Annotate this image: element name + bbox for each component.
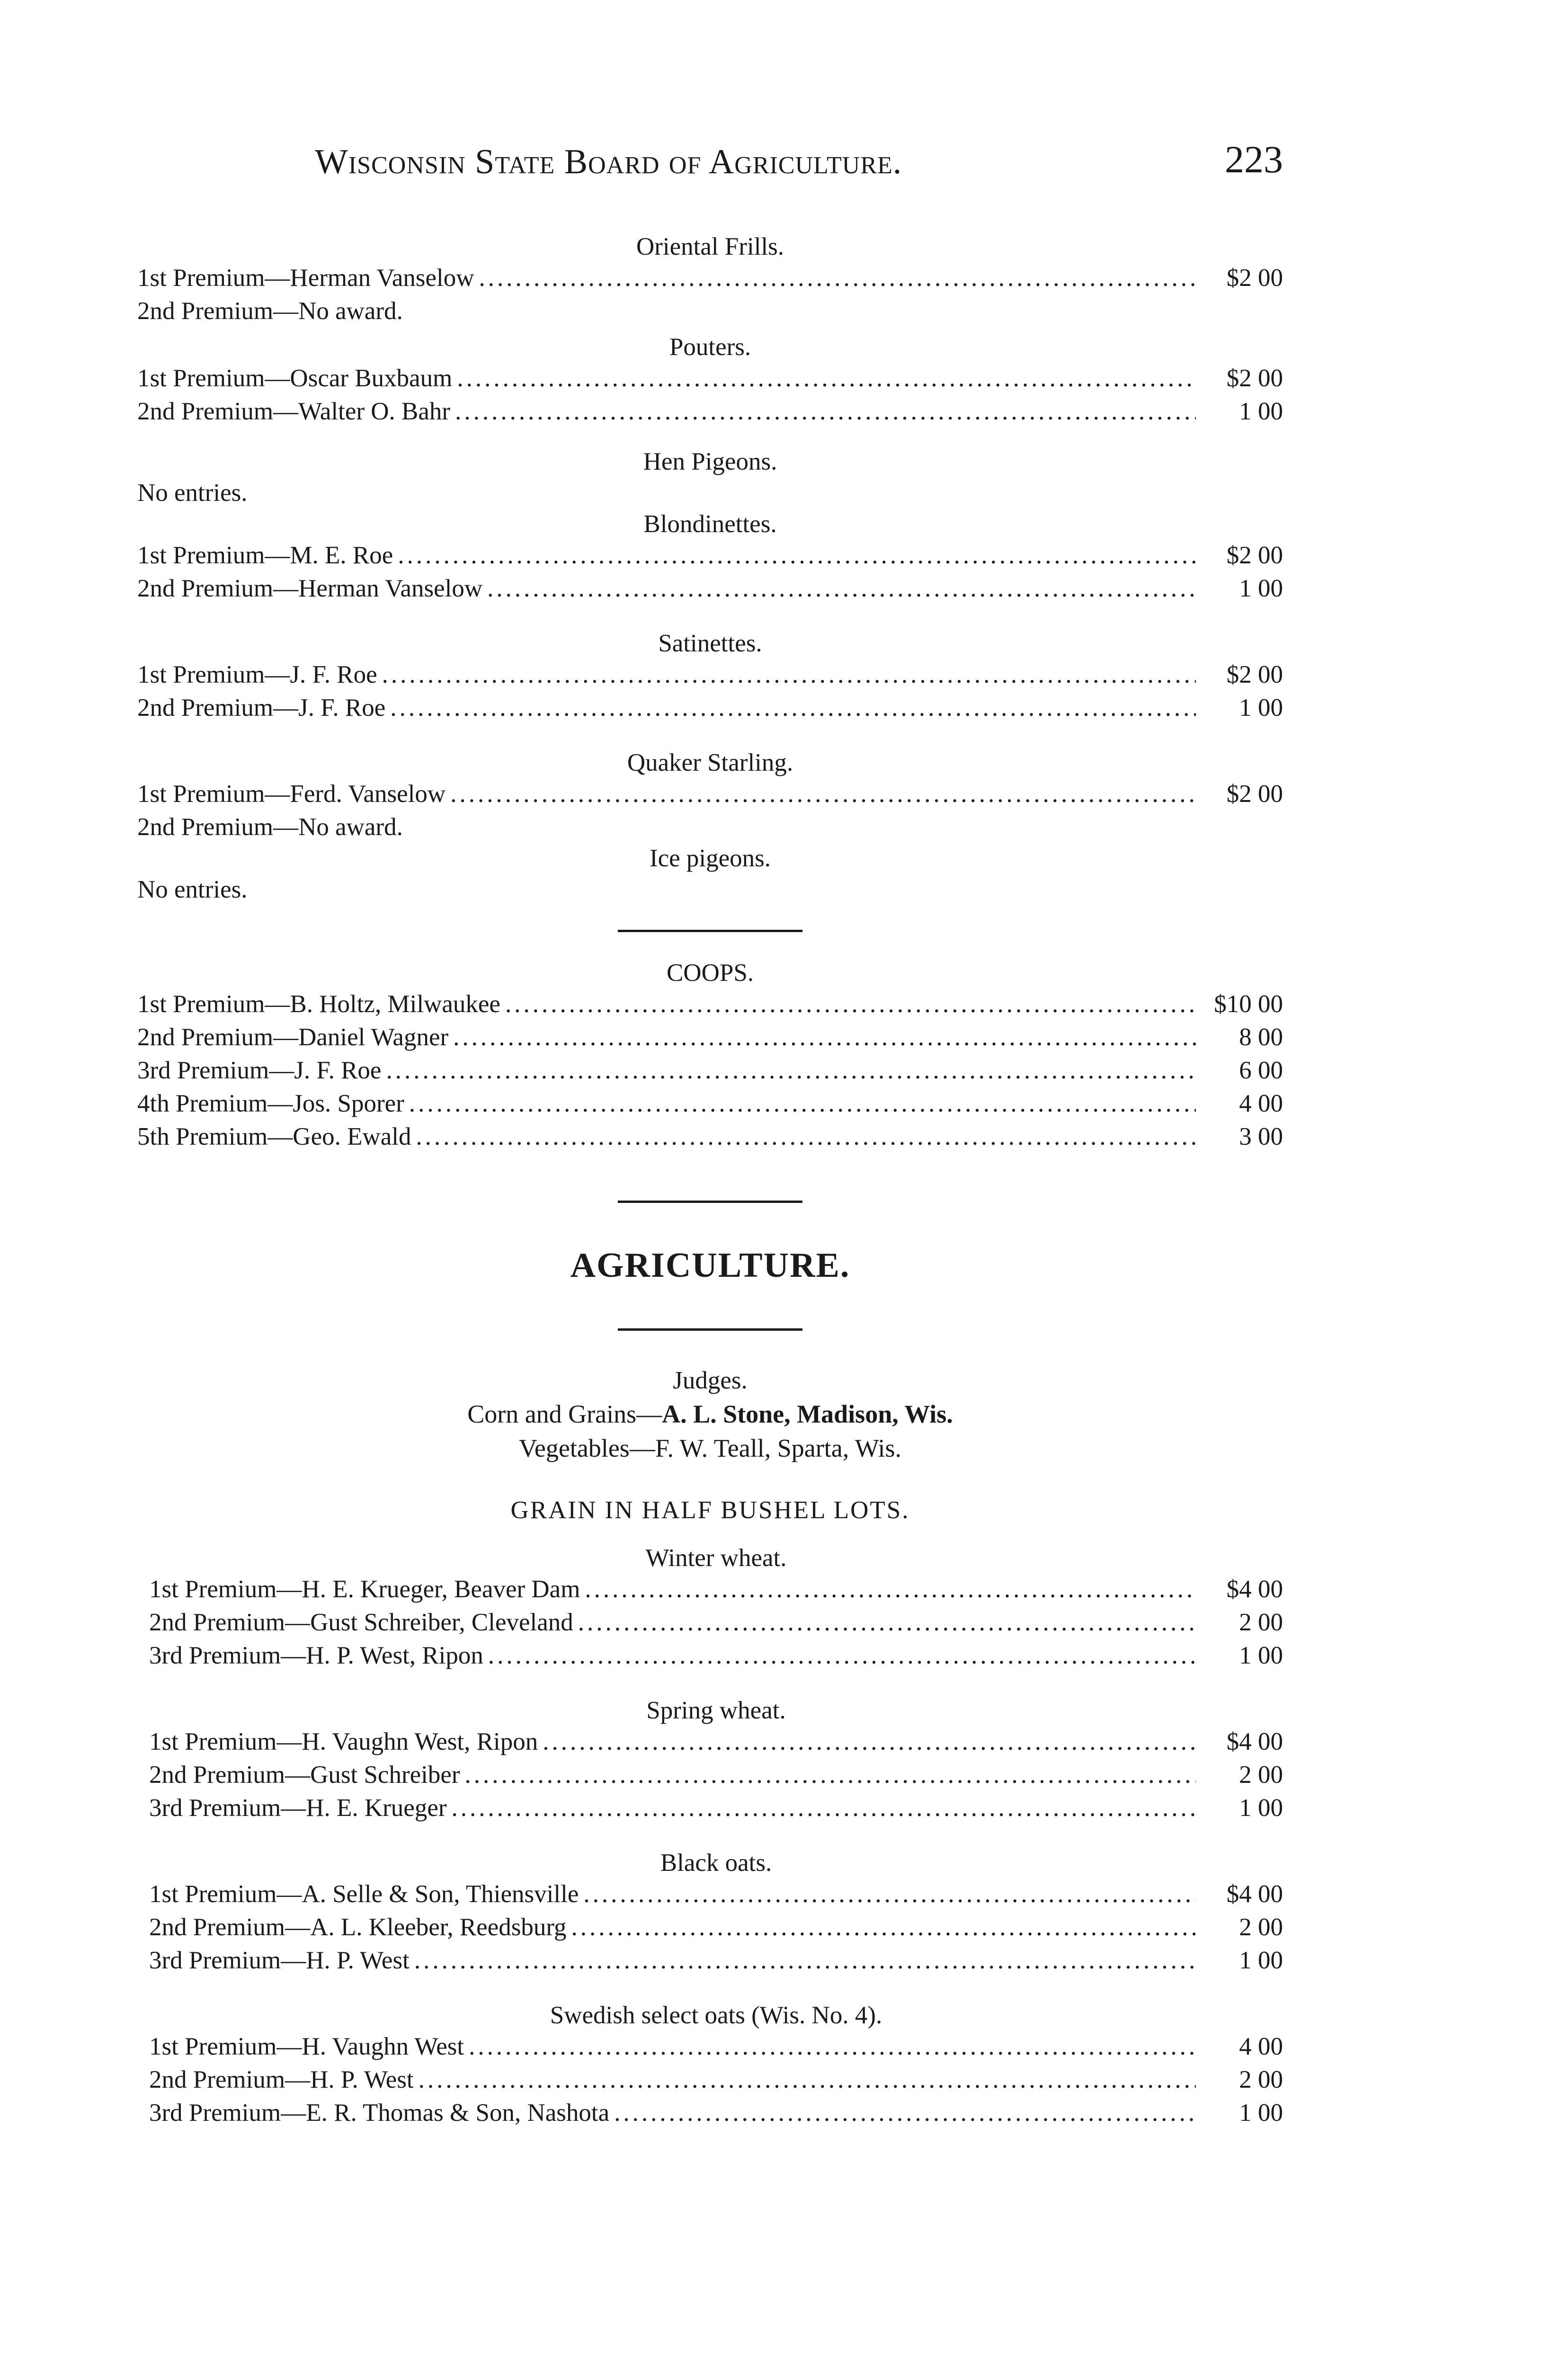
leader-dots <box>614 2096 1196 2129</box>
award-label: 2nd Premium—Herman Vanselow <box>137 575 483 602</box>
award-amount: $2 00 <box>1226 264 1283 292</box>
award-row <box>149 2030 1283 2063</box>
grain-awards <box>137 1543 1283 2129</box>
award-section <box>149 2001 1283 2129</box>
award-label: 3rd Premium—J. F. Roe <box>137 1057 382 1084</box>
award-amount: 1 00 <box>1239 398 1283 425</box>
leader-dots <box>578 1606 1196 1639</box>
award-amount: $2 00 <box>1226 542 1283 569</box>
page-header <box>137 137 1283 194</box>
leader-dots <box>479 261 1196 294</box>
section-heading: Hen Pigeons. <box>643 448 777 475</box>
section-heading: Quaker Starling. <box>627 749 793 776</box>
award-section <box>137 509 1283 605</box>
award-label: 1st Premium—J. F. Roe <box>137 661 377 688</box>
award-row <box>149 2096 1283 2129</box>
award-label: 1st Premium—H. Vaughn West, Ripon <box>149 1728 538 1755</box>
award-section <box>137 332 1283 428</box>
award-row <box>149 1725 1283 1758</box>
award-row <box>137 539 1283 572</box>
running-title: Wisconsin State Board of Agriculture. <box>315 142 902 181</box>
award-row <box>149 1573 1283 1606</box>
award-amount: 8 00 <box>1239 1023 1283 1051</box>
leader-dots <box>390 691 1196 724</box>
award-row <box>137 777 1283 810</box>
award-label: 5th Premium—Geo. Ewald <box>137 1123 411 1150</box>
award-amount: $4 00 <box>1226 1575 1283 1603</box>
award-amount: 2 00 <box>1239 1761 1283 1789</box>
award-amount: 6 00 <box>1239 1057 1283 1084</box>
award-section <box>137 629 1283 724</box>
award-label: 2nd Premium—Daniel Wagner <box>137 1023 449 1051</box>
award-row <box>137 658 1283 691</box>
coops-section <box>137 958 1283 1153</box>
divider-rule <box>618 1201 802 1203</box>
award-label: 1st Premium—B. Holtz, Milwaukee <box>137 990 500 1018</box>
leader-dots <box>382 658 1196 691</box>
leader-dots <box>455 395 1196 428</box>
leader-dots <box>419 2063 1196 2096</box>
award-section <box>149 1696 1283 1824</box>
section-heading: Spring wheat. <box>646 1697 786 1724</box>
award-amount: $2 00 <box>1226 780 1283 808</box>
leader-dots <box>386 1054 1196 1087</box>
award-label: 1st Premium—H. Vaughn West <box>149 2033 464 2060</box>
award-row <box>137 691 1283 724</box>
award-row <box>137 261 1283 294</box>
no-entries-note: No entries. <box>137 479 248 507</box>
judges-block <box>137 1364 1283 1465</box>
award-row <box>137 988 1283 1021</box>
divider-rule <box>618 1328 802 1331</box>
award-label: 3rd Premium—H. P. West, Ripon <box>149 1642 483 1669</box>
leader-dots <box>398 539 1196 572</box>
award-row <box>137 1087 1283 1120</box>
award-row <box>149 1758 1283 1791</box>
award-amount: $2 00 <box>1226 661 1283 688</box>
award-amount: $2 00 <box>1226 365 1283 392</box>
section-heading: Satinettes. <box>658 630 762 657</box>
award-section <box>137 447 1283 509</box>
section-heading: Blondinettes. <box>643 510 777 538</box>
award-section <box>137 748 1283 844</box>
agriculture-title: AGRICULTURE. <box>570 1246 850 1285</box>
award-amount: 1 00 <box>1239 1947 1283 1974</box>
award-label: 2nd Premium—J. F. Roe <box>137 694 386 721</box>
award-amount: 2 00 <box>1239 1609 1283 1636</box>
judge-category: Corn and Grains— <box>467 1400 662 1428</box>
award-note: 2nd Premium—No award. <box>137 813 403 841</box>
leader-dots <box>450 777 1196 810</box>
award-label: 2nd Premium—Walter O. Bahr <box>137 398 451 425</box>
award-label: 1st Premium—A. Selle & Son, Thiensville <box>149 1880 579 1908</box>
award-amount: 1 00 <box>1239 575 1283 602</box>
judge-corn-grains <box>137 1397 1283 1431</box>
award-row <box>149 1911 1283 1944</box>
leader-dots <box>469 2030 1196 2063</box>
leader-dots <box>487 572 1196 605</box>
award-row <box>137 1120 1283 1153</box>
award-row <box>149 1639 1283 1672</box>
section-heading: Black oats. <box>660 1849 772 1877</box>
divider-rule <box>618 930 802 932</box>
section-heading: Oriental Frills. <box>636 233 784 260</box>
page-number: 223 <box>1225 138 1283 181</box>
award-section <box>149 1543 1283 1672</box>
award-section <box>149 1848 1283 1977</box>
leader-dots <box>453 1021 1196 1054</box>
award-note: 2nd Premium—No award. <box>137 297 403 325</box>
leader-dots <box>488 1639 1196 1672</box>
award-row <box>137 1054 1283 1087</box>
award-section <box>137 232 1283 328</box>
leader-dots <box>585 1573 1196 1606</box>
award-label: 1st Premium—Oscar Buxbaum <box>137 365 453 392</box>
award-amount: 3 00 <box>1239 1123 1283 1150</box>
award-amount: 1 00 <box>1239 2099 1283 2127</box>
award-amount: 1 00 <box>1239 694 1283 721</box>
award-row <box>149 1878 1283 1911</box>
leader-dots <box>583 1878 1196 1911</box>
award-label: 4th Premium—Jos. Sporer <box>137 1090 404 1117</box>
award-amount: $4 00 <box>1226 1728 1283 1755</box>
leader-dots <box>505 988 1196 1021</box>
award-label: 2nd Premium—A. L. Kleeber, Reedsburg <box>149 1913 567 1941</box>
award-label: 2nd Premium—H. P. West <box>149 2066 414 2093</box>
award-amount: 4 00 <box>1239 1090 1283 1117</box>
section-heading: Swedish select oats (Wis. No. 4). <box>550 2002 882 2029</box>
award-label: 1st Premium—M. E. Roe <box>137 542 393 569</box>
judge-vegetables: Vegetables—F. W. Teall, Sparta, Wis. <box>518 1434 902 1462</box>
page-content <box>137 232 1283 2129</box>
leader-dots <box>543 1725 1196 1758</box>
leader-dots <box>571 1911 1196 1944</box>
award-row <box>149 2063 1283 2096</box>
leader-dots <box>416 1120 1196 1153</box>
leader-dots <box>457 362 1196 395</box>
award-row <box>137 395 1283 428</box>
award-label: 1st Premium—H. E. Krueger, Beaver Dam <box>149 1575 580 1603</box>
award-label: 2nd Premium—Gust Schreiber, Cleveland <box>149 1609 573 1636</box>
award-amount: 1 00 <box>1239 1794 1283 1822</box>
judge-name: A. L. Stone, Madison, Wis. <box>662 1400 953 1428</box>
award-amount: $10 00 <box>1214 990 1283 1018</box>
section-heading: Ice pigeons. <box>649 845 771 872</box>
section-heading: Winter wheat. <box>645 1544 787 1572</box>
award-label: 3rd Premium—H. P. West <box>149 1947 410 1974</box>
award-row <box>137 362 1283 395</box>
grain-heading: GRAIN IN HALF BUSHEL LOTS. <box>510 1496 910 1524</box>
no-entries-note: No entries. <box>137 876 248 903</box>
award-amount: 2 00 <box>1239 1913 1283 1941</box>
award-row <box>137 1021 1283 1054</box>
judges-heading: Judges. <box>673 1367 748 1394</box>
section-heading: COOPS. <box>666 959 754 987</box>
award-amount: 2 00 <box>1239 2066 1283 2093</box>
award-section <box>137 844 1283 906</box>
award-row <box>149 1606 1283 1639</box>
award-amount: 1 00 <box>1239 1642 1283 1669</box>
leader-dots <box>465 1758 1196 1791</box>
award-row <box>149 1791 1283 1824</box>
award-row <box>149 1944 1283 1977</box>
award-label: 3rd Premium—H. E. Krueger <box>149 1794 447 1822</box>
award-amount: $4 00 <box>1226 1880 1283 1908</box>
leader-dots <box>409 1087 1196 1120</box>
leader-dots <box>414 1944 1196 1977</box>
award-row <box>137 572 1283 605</box>
award-label: 1st Premium—Herman Vanselow <box>137 264 474 292</box>
leader-dots <box>452 1791 1196 1824</box>
award-label: 1st Premium—Ferd. Vanselow <box>137 780 446 808</box>
award-label: 3rd Premium—E. R. Thomas & Son, Nashota <box>149 2099 610 2127</box>
award-amount: 4 00 <box>1239 2033 1283 2060</box>
award-label: 2nd Premium—Gust Schreiber <box>149 1761 460 1789</box>
section-heading: Pouters. <box>669 333 751 361</box>
